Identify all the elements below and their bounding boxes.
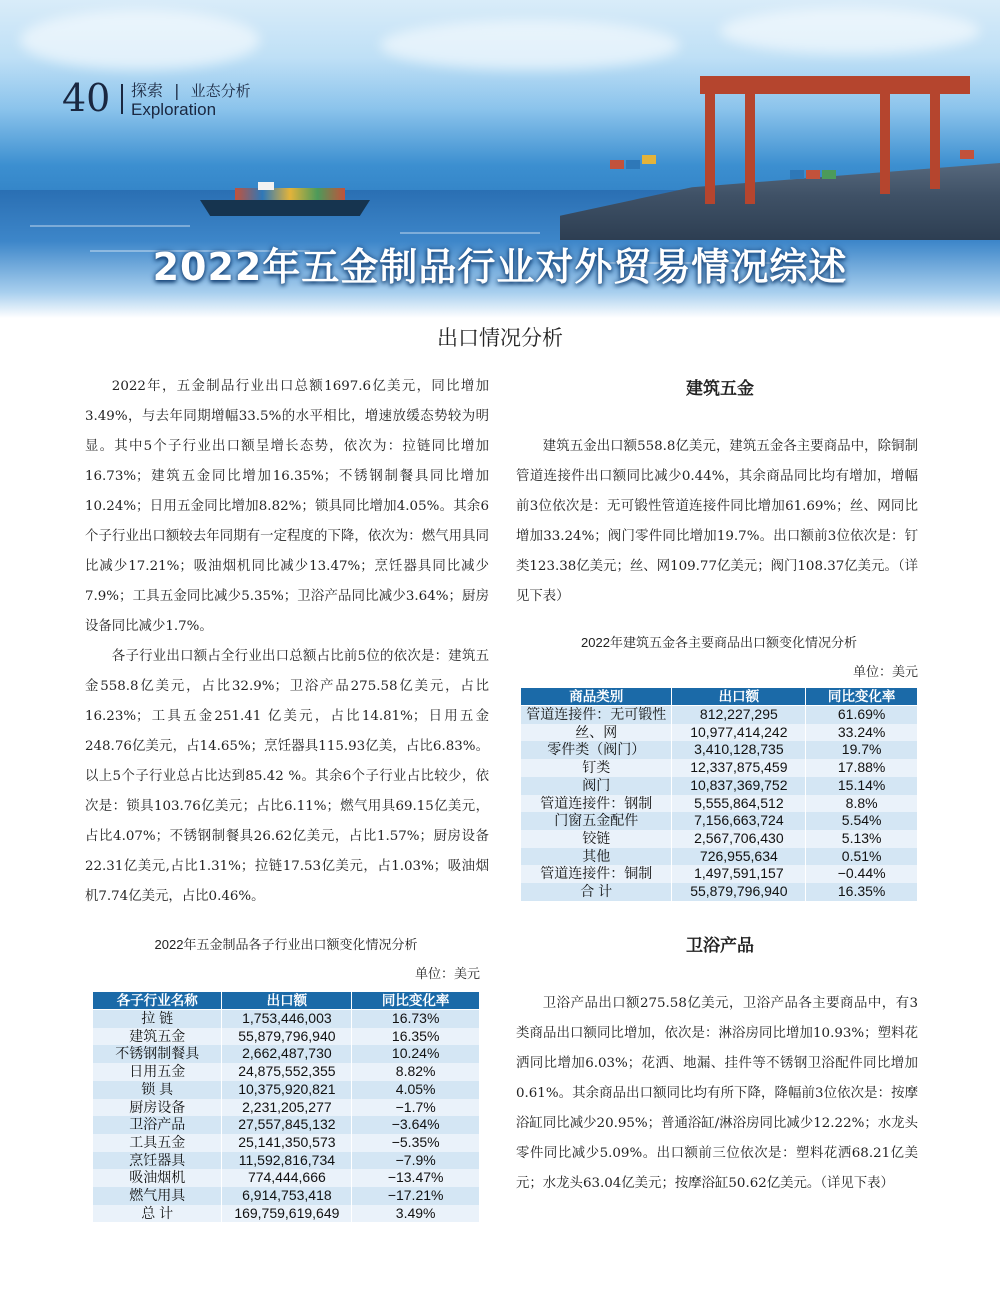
table-cell: 10,375,920,821 [222,1081,352,1099]
article-title: 2022年五金制品行业对外贸易情况综述 [152,245,848,289]
table-cell: 19.7% [806,741,918,759]
table-cell: 管道连接件：无可锻性 [521,706,672,724]
table-cell: 55,879,796,940 [672,883,806,901]
building-export-table [520,687,918,901]
table-header-cell: 同比变化率 [806,688,918,706]
table-cell: 不锈钢制餐具 [93,1045,222,1063]
table-cell: 8.8% [806,795,918,813]
table-row [93,1081,480,1099]
table-cell: 16.35% [352,1028,480,1046]
building-table-unit: 单位：美元 [852,665,918,680]
left-paragraph-2: 各子行业出口额占全行业出口总额占比前5位的依次是：建筑五金558.8亿美元，占比32.9%；卫浴产品275.58亿美元，占比16.23%；工具五金251.41 亿美元，占比14.81%；日用五金248.76亿美元，占14.65%；烹饪器具115.93亿美，占比6.83%。以上5个子行业总占比达到85.42 %。其余6个子行业占比较少，依次是：锁具103.76亿美元；占比6.11%；燃气用具69.15亿美元，占比4.07%；不锈钢制餐具26.62亿美元，占比1.57%；厨房设备22.31亿美元,占比1.31%；拉链17.53亿美元，占1.03%；吸油烟机7.74亿美元，占比0.46%。 [85,649,489,904]
table-cell: −3.64% [352,1116,480,1134]
table-cell: 烹饪器具 [93,1152,222,1170]
table-cell: 10.24% [352,1045,480,1063]
table-cell: 管道连接件：钢制 [521,795,672,813]
table-row [521,724,918,742]
table-header-cell: 出口额 [222,992,352,1010]
table-cell: 铰链 [521,830,672,848]
table-cell: 10,837,369,752 [672,777,806,795]
header-category-en: Exploration [131,100,217,119]
table-cell: 3,410,128,735 [672,741,806,759]
table-cell: 工具五金 [93,1134,222,1152]
table-row [93,1169,480,1187]
table-cell: 169,759,619,649 [222,1205,352,1223]
table-cell: 17.88% [806,759,918,777]
building-paragraph: 建筑五金出口额558.8亿美元，建筑五金各主要商品中，除铜制管道连接件出口额同比减少0.44%，其余商品同比均有增加，增幅前3位依次是：无可锻性管道连接件同比增加61.69%；丝、网同比增加33.24%；阀门零件同比增加19.7%。出口额前3位依次是：钉类123.38亿美元；丝、网109.77亿美元；阀门108.37亿美元。（详见下表） [516,439,918,604]
table-row [93,1010,480,1028]
table-cell: 6,914,753,418 [222,1187,352,1205]
section-title: 出口情况分析 [437,326,563,350]
table-cell: 10,977,414,242 [672,724,806,742]
table-cell: 7,156,663,724 [672,812,806,830]
table-cell: 锁 具 [93,1081,222,1099]
table-row [93,1045,480,1063]
table-cell: 8.82% [352,1063,480,1081]
header-divider [121,84,123,114]
table-row [93,1063,480,1081]
table-cell: 16.73% [352,1010,480,1028]
table-cell: 燃气用具 [93,1187,222,1205]
building-heading: 建筑五金 [686,379,754,399]
table-cell: 4.05% [352,1081,480,1099]
table-cell: −17.21% [352,1187,480,1205]
left-paragraph-1: 2022年，五金制品行业出口总额1697.6亿美元，同比增加3.49%，与去年同期增幅33.5%的水平相比，增速放缓态势较为明显。其中5个子行业出口额呈增长态势，依次为：拉链同比增加16.73%；建筑五金同比增加16.35%；不锈钢制餐具同比增加10.24%；日用五金同比增加8.82%；锁具同比增加4.05%。其余6个子行业出口额较去年同期有一定程度的下降，依次为：燃气用具同比减少17.21%；吸油烟机同比减少13.47%；烹饪器具同比减少7.9%；工具五金同比减少5.35%；卫浴产品同比减少3.64%；厨房设备同比减少1.7%。 [85,379,489,634]
table-cell: 其他 [521,848,672,866]
table-header-cell: 出口额 [672,688,806,706]
table-cell: 拉 链 [93,1010,222,1028]
table-row [93,1152,480,1170]
table-cell: 774,444,666 [222,1169,352,1187]
table-cell: 15.14% [806,777,918,795]
table-row [521,706,918,724]
table-cell: 1,753,446,003 [222,1010,352,1028]
subindustry-export-table [92,991,480,1222]
table-cell: 16.35% [806,883,918,901]
table-cell: 管道连接件：铜制 [521,865,672,883]
table-row [93,1116,480,1134]
table-cell: 5,555,864,512 [672,795,806,813]
table-cell: 钉类 [521,759,672,777]
table-cell: 厨房设备 [93,1099,222,1117]
table-row [521,759,918,777]
table-cell: 阀门 [521,777,672,795]
table-cell: 5.13% [806,830,918,848]
table-row [521,795,918,813]
table-cell: −0.44% [806,865,918,883]
table-cell: 卫浴产品 [93,1116,222,1134]
container-ship-image [200,200,370,216]
table-row [93,1028,480,1046]
building-table-caption: 2022年建筑五金各主要商品出口额变化情况分析 [581,635,857,650]
table-cell: 建筑五金 [93,1028,222,1046]
table-row [521,741,918,759]
sanitary-paragraph: 卫浴产品出口额275.58亿美元，卫浴产品各主要商品中，有3类商品出口额同比增加，依次是：淋浴房同比增加10.93%；塑料花洒同比增加6.03%；花洒、地漏、挂件等不锈钢卫浴配件同比增加0.61%。其余商品出口额同比均有所下降，降幅前3位依次是：按摩浴缸同比减少20.95%；普通浴缸/淋浴房同比减少12.22%；水龙头零件同比减少5.09%。出口额前三位依次是：塑料花洒68.21亿美元；水龙头63.04亿美元；按摩浴缸50.62亿美元。（详见下表） [516,996,918,1191]
table-cell: 11,592,816,734 [222,1152,352,1170]
table-cell: 零件类（阀门） [521,741,672,759]
table-row [93,1134,480,1152]
table-cell: −5.35% [352,1134,480,1152]
page-number: 40 [62,76,111,120]
subcategory-label: 业态分析 [190,82,251,100]
category-label: 探索 [131,81,164,100]
table-header-cell: 各子行业名称 [93,992,222,1010]
table-cell: 5.54% [806,812,918,830]
table-cell: 0.51% [806,848,918,866]
table-row [521,777,918,795]
table-header-row [521,688,918,706]
table-cell: 吸油烟机 [93,1169,222,1187]
table-row [93,1187,480,1205]
table-cell: 812,227,295 [672,706,806,724]
sanitary-heading: 卫浴产品 [686,936,754,956]
table-cell: 总 计 [93,1205,222,1223]
table-row [521,812,918,830]
left-body [85,372,489,912]
table-cell: 门窗五金配件 [521,812,672,830]
table-cell: 2,567,706,430 [672,830,806,848]
table-cell: 1,497,591,157 [672,865,806,883]
header-category: 探索 | 业态分析 [131,81,251,100]
table-row [521,848,918,866]
table-row [521,830,918,848]
table-header-row [93,992,480,1010]
table-cell: 日用五金 [93,1063,222,1081]
table-cell: 25,141,350,573 [222,1134,352,1152]
table-row [93,1099,480,1117]
header-banner [0,0,1000,318]
building-body [516,432,918,612]
table-cell: 3.49% [352,1205,480,1223]
table-cell: 2,231,205,277 [222,1099,352,1117]
table-cell: 61.69% [806,706,918,724]
table-cell: 27,557,845,132 [222,1116,352,1134]
table-cell: −13.47% [352,1169,480,1187]
table-cell: 24,875,552,355 [222,1063,352,1081]
table-cell: 丝、网 [521,724,672,742]
table-cell: 12,337,875,459 [672,759,806,777]
table-header-cell: 商品类别 [521,688,672,706]
table-cell: 55,879,796,940 [222,1028,352,1046]
table-cell: 33.24% [806,724,918,742]
table-row [93,1205,480,1223]
table-cell: 合 计 [521,883,672,901]
table-cell: −1.7% [352,1099,480,1117]
table-cell: −7.9% [352,1152,480,1170]
table-cell: 2,662,487,730 [222,1045,352,1063]
table-row [521,883,918,901]
left-table-unit: 单位：美元 [414,967,480,982]
left-table-caption: 2022年五金制品各子行业出口额变化情况分析 [154,937,418,952]
table-row [521,865,918,883]
table-cell: 726,955,634 [672,848,806,866]
table-header-cell: 同比变化率 [352,992,480,1010]
sanitary-body [516,989,918,1199]
